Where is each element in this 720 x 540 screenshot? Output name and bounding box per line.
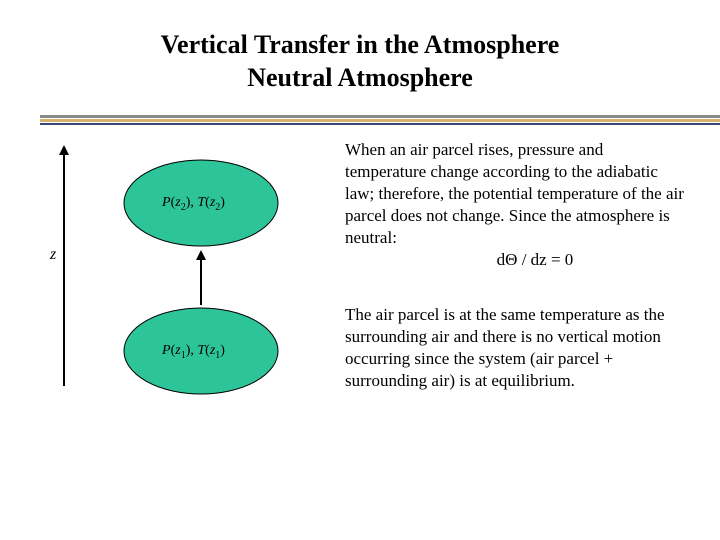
lower-parcel-z: z: [175, 343, 181, 358]
upper-parcel-sub: 2: [180, 201, 186, 213]
lower-parcel-t: T: [197, 343, 206, 358]
upper-parcel-z2: z: [209, 195, 216, 210]
explanation-paragraph-1: [345, 139, 685, 271]
upper-parcel-sub2: 2: [215, 201, 221, 213]
paragraph-1-text: When an air parcel rises, pressure and temperature change according to the adiabatic law; therefore, the potential temperature of the air parcel does not change. Since the atmosphere is neutral:: [345, 140, 684, 247]
lower-parcel-sub: 1: [180, 349, 186, 361]
upper-parcel-p: P: [162, 195, 171, 210]
upper-parcel-z: z: [175, 195, 181, 210]
z-axis-label: z: [50, 246, 57, 263]
lower-parcel-label: $P(z_1)$, $T(z_1)$: [162, 343, 225, 361]
lower-parcel-p: P: [162, 343, 171, 358]
upper-parcel-label: $P(z_2)$, $T(z_2)$: [162, 195, 225, 213]
lower-parcel-sub2: 1: [215, 349, 221, 361]
lower-parcel-z2: z: [209, 343, 216, 358]
explanation-paragraph-2: The air parcel is at the same temperature as the surrounding air and there is no vertical motion occurring since the system (air parcel + surrounding air) is at equilibrium.: [345, 305, 665, 390]
upper-parcel-t: T: [197, 195, 206, 210]
slide-subtitle: Neutral Atmosphere: [247, 63, 473, 92]
slide-title: Vertical Transfer in the Atmosphere: [160, 30, 560, 59]
neutral-equation: dΘ / dz = 0: [496, 250, 574, 269]
